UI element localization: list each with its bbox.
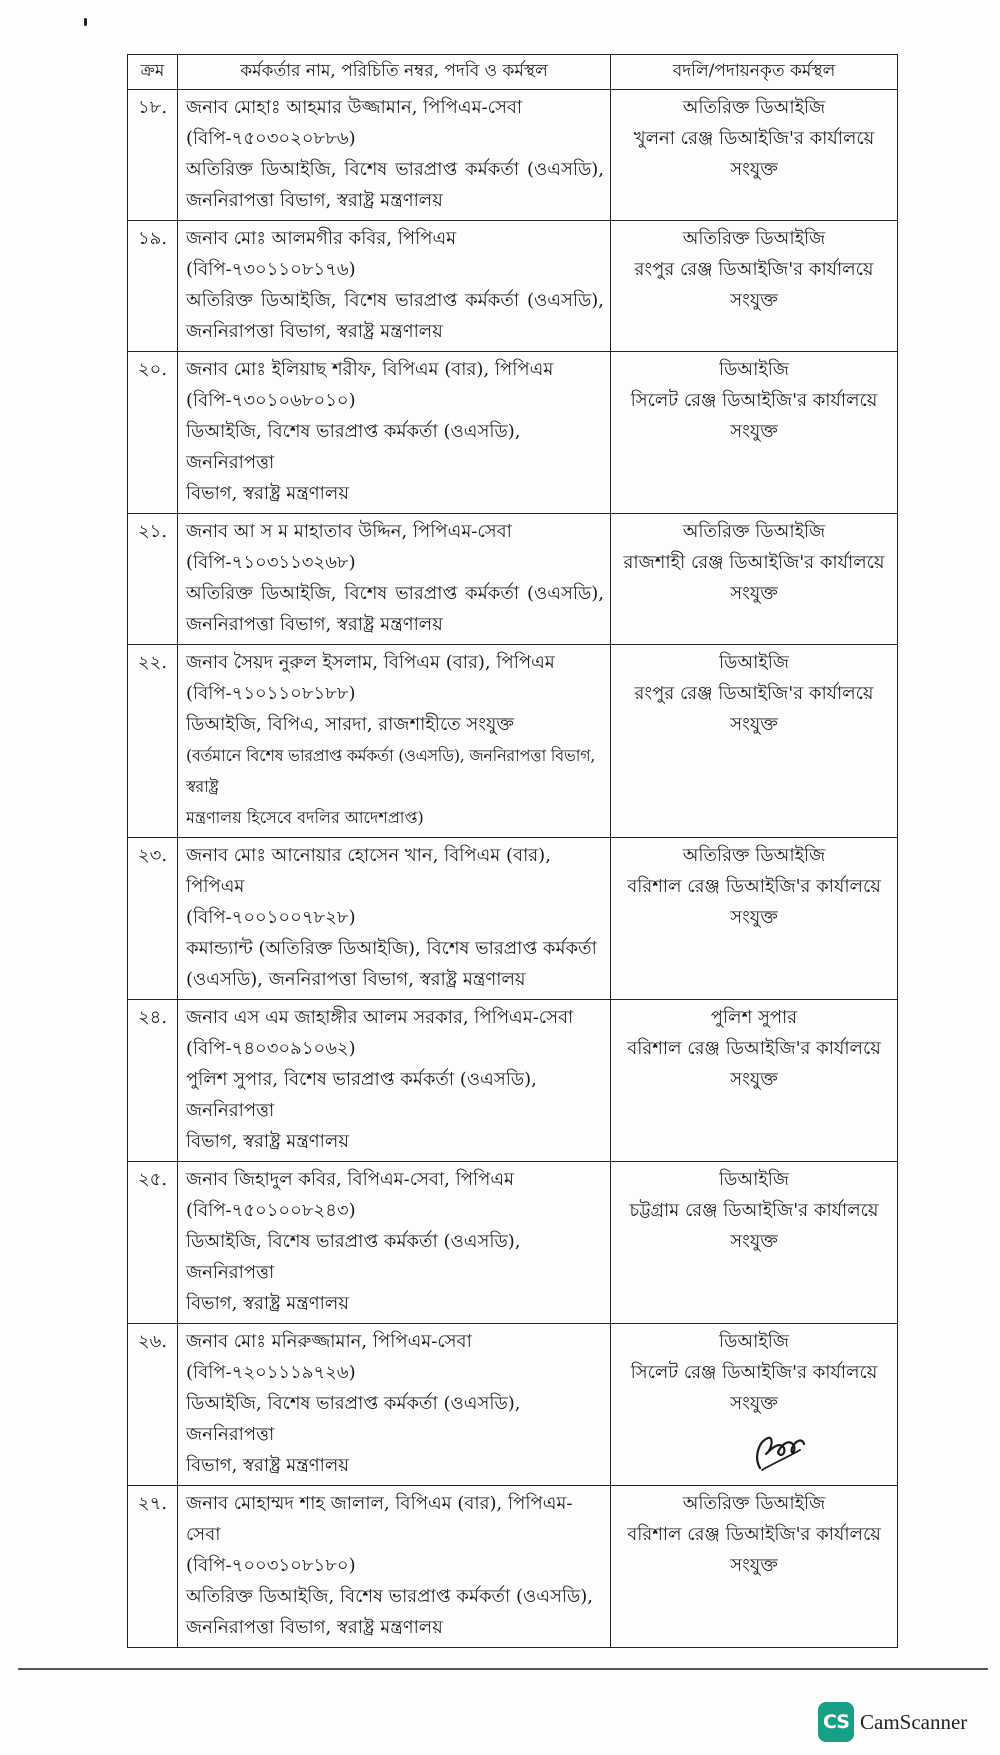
posting-cell: [611, 514, 898, 645]
officer-workplace: জননিরাপত্তা বিভাগ, স্বরাষ্ট্র মন্ত্রণালয়: [186, 614, 443, 635]
officer-id: (বিপি-৭০০১০০৭৮২৮): [186, 907, 356, 928]
officer-name: জনাব আ স ম মাহাতাব উদ্দিন, পিপিএম-সেবা: [186, 521, 512, 542]
posting-rank: ডিআইজি: [718, 1331, 789, 1352]
officer-designation: অতিরিক্ত ডিআইজি, বিশেষ ভারপ্রাপ্ত কর্মকর্তা (ওএসডি),: [186, 290, 604, 311]
officer-name: জনাব মোঃ মনিরুজ্জামান, পিপিএম-সেবা: [186, 1331, 472, 1352]
officer-workplace: (ওএসডি), জননিরাপত্তা বিভাগ, স্বরাষ্ট্র মন্ত্রণালয়: [186, 969, 526, 990]
table-row: [128, 1162, 898, 1324]
officer-id: (বিপি-৭২০১১১৯৭২৬): [186, 1362, 356, 1383]
camscanner-watermark: [818, 1700, 967, 1744]
officer-cell: [178, 1486, 611, 1648]
table-row: [128, 352, 898, 514]
posting-rank: অতিরিক্ত ডিআইজি: [682, 97, 826, 118]
officer-id: (বিপি-৭৫০১০০৮২৪৩): [186, 1200, 356, 1221]
header-posting: বদলি/পদায়নকৃত কর্মস্থল: [611, 55, 898, 90]
posting-office-cont: সংযুক্ত: [730, 583, 778, 604]
posting-rank: অতিরিক্ত ডিআইজি: [682, 521, 826, 542]
officer-workplace: বিভাগ, স্বরাষ্ট্র মন্ত্রণালয়: [186, 1131, 349, 1152]
posting-rank: অতিরিক্ত ডিআইজি: [682, 845, 826, 866]
table-row: [128, 514, 898, 645]
serial-cell: ২৭.: [128, 1486, 178, 1648]
officer-cell: [178, 1324, 611, 1486]
serial-cell: ২৩.: [128, 838, 178, 1000]
posting-cell: [611, 838, 898, 1000]
officer-designation: কমান্ড্যান্ট (অতিরিক্ত ডিআইজি), বিশেষ ভারপ্রাপ্ত কর্মকর্তা: [186, 938, 597, 959]
table-row: [128, 1486, 898, 1648]
officer-designation: অতিরিক্ত ডিআইজি, বিশেষ ভারপ্রাপ্ত কর্মকর্তা (ওএসডি),: [186, 583, 604, 604]
posting-office: চট্টগ্রাম রেঞ্জ ডিআইজি'র কার্যালয়ে সংযুক্ত: [629, 1200, 879, 1252]
posting-rank: অতিরিক্ত ডিআইজি: [682, 1493, 826, 1514]
officer-workplace: জননিরাপত্তা বিভাগ, স্বরাষ্ট্র মন্ত্রণালয়: [186, 1617, 443, 1638]
posting-rank: পুলিশ সুপার: [710, 1007, 798, 1028]
signature-icon: [750, 1428, 810, 1476]
serial-cell: ২০.: [128, 352, 178, 514]
officer-cell: [178, 90, 611, 221]
officer-designation: ডিআইজি, বিশেষ ভারপ্রাপ্ত কর্মকর্তা (ওএসডি), জননিরাপত্তা: [186, 1393, 521, 1445]
posting-rank: ডিআইজি: [718, 359, 789, 380]
serial-cell: ২৫.: [128, 1162, 178, 1324]
officer-cell: [178, 645, 611, 838]
officer-workplace: জননিরাপত্তা বিভাগ, স্বরাষ্ট্র মন্ত্রণালয়: [186, 321, 443, 342]
posting-cell: [611, 90, 898, 221]
transfer-order-table: [127, 54, 898, 1648]
officer-cell: [178, 1000, 611, 1162]
serial-cell: ২২.: [128, 645, 178, 838]
camscanner-logo-icon: CS: [818, 1702, 854, 1742]
table-row: [128, 838, 898, 1000]
officer-cell: [178, 352, 611, 514]
posting-office: বরিশাল রেঞ্জ ডিআইজি'র কার্যালয়ে: [627, 1524, 881, 1545]
table-row: [128, 90, 898, 221]
header-name: কর্মকর্তার নাম, পরিচিতি নম্বর, পদবি ও কর্মস্থল: [178, 55, 611, 90]
posting-cell: [611, 1162, 898, 1324]
posting-cell: [611, 645, 898, 838]
officer-cell: [178, 221, 611, 352]
officer-name: জনাব মোঃ ইলিয়াছ শরীফ, বিপিএম (বার), পিপিএম: [186, 359, 554, 380]
posting-cell: [611, 1000, 898, 1162]
scan-speck: [84, 18, 87, 26]
officer-cell: [178, 838, 611, 1000]
officer-name: জনাব মোহাম্মদ শাহ জালাল, বিপিএম (বার), পিপিএম-সেবা: [186, 1493, 573, 1545]
posting-office-cont: সংযুক্ত: [730, 907, 778, 928]
officer-id: (বিপি-৭৩০১১০৮১৭৬): [186, 259, 356, 280]
posting-office: রংপুর রেঞ্জ ডিআইজি'র কার্যালয়ে সংযুক্ত: [634, 259, 874, 311]
posting-rank: ডিআইজি: [718, 652, 789, 673]
officer-designation: অতিরিক্ত ডিআইজি, বিশেষ ভারপ্রাপ্ত কর্মকর্তা (ওএসডি),: [186, 1586, 593, 1607]
officer-id: (বিপি-৭১০৩১১৩২৬৮): [186, 552, 356, 573]
officer-id: (বিপি-৭০০৩১০৮১৮০): [186, 1555, 356, 1576]
officer-name: জনাব সৈয়দ নুরুল ইসলাম, বিপিএম (বার), পিপিএম: [186, 652, 555, 673]
posting-cell: [611, 221, 898, 352]
officer-workplace: বিভাগ, স্বরাষ্ট্র মন্ত্রণালয়: [186, 1455, 349, 1476]
serial-cell: ১৮.: [128, 90, 178, 221]
officer-workplace: বিভাগ, স্বরাষ্ট্র মন্ত্রণালয়: [186, 483, 349, 504]
posting-office: রাজশাহী রেঞ্জ ডিআইজি'র কার্যালয়ে: [623, 552, 885, 573]
table-row: [128, 221, 898, 352]
serial-cell: ২৪.: [128, 1000, 178, 1162]
officer-name: জনাব মোঃ আলমগীর কবির, পিপিএম: [186, 228, 457, 249]
posting-rank: অতিরিক্ত ডিআইজি: [682, 228, 826, 249]
officer-id: (বিপি-৭৫০৩০২০৮৮৬): [186, 128, 356, 149]
officer-cell: [178, 1162, 611, 1324]
camscanner-brand-text: CamScanner: [860, 1709, 968, 1734]
table-row: [128, 1000, 898, 1162]
posting-office: খুলনা রেঞ্জ ডিআইজি'র কার্যালয়ে সংযুক্ত: [633, 128, 875, 180]
officer-name: জনাব মোঃ আনোয়ার হোসেন খান, বিপিএম (বার), পিপিএম: [186, 845, 551, 897]
page-bottom-rule: [18, 1668, 988, 1670]
header-serial: ক্রম: [128, 55, 178, 90]
officer-id: (বিপি-৭৩০১০৬৮০১০): [186, 390, 356, 411]
table-header-row: [128, 55, 898, 90]
officer-workplace: জননিরাপত্তা বিভাগ, স্বরাষ্ট্র মন্ত্রণালয়: [186, 190, 443, 211]
posting-office: বরিশাল রেঞ্জ ডিআইজি'র কার্যালয়ে: [627, 876, 881, 897]
officer-designation: ডিআইজি, বিপিএ, সারদা, রাজশাহীতে সংযুক্ত: [186, 714, 514, 735]
table-row: [128, 645, 898, 838]
posting-cell: [611, 1486, 898, 1648]
officer-workplace: বিভাগ, স্বরাষ্ট্র মন্ত্রণালয়: [186, 1293, 349, 1314]
posting-cell: [611, 352, 898, 514]
officer-id: (বিপি-৭১০১১০৮১৮৮): [186, 683, 356, 704]
serial-cell: ১৯.: [128, 221, 178, 352]
posting-office: সিলেট রেঞ্জ ডিআইজি'র কার্যালয়ে সংযুক্ত: [630, 1362, 878, 1414]
serial-cell: ২৬.: [128, 1324, 178, 1486]
posting-office: রংপুর রেঞ্জ ডিআইজি'র কার্যালয়ে সংযুক্ত: [634, 683, 874, 735]
officer-note: (বর্তমানে বিশেষ ভারপ্রাপ্ত কর্মকর্তা (ওএসডি), জননিরাপত্তা বিভাগ, স্বরাষ্ট্র: [186, 746, 596, 796]
posting-office-cont: সংযুক্ত: [730, 1555, 778, 1576]
officer-name: জনাব জিহাদুল কবির, বিপিএম-সেবা, পিপিএম: [186, 1169, 515, 1190]
officer-designation: পুলিশ সুপার, বিশেষ ভারপ্রাপ্ত কর্মকর্তা (ওএসডি), জননিরাপত্তা: [186, 1069, 537, 1121]
officer-designation: ডিআইজি, বিশেষ ভারপ্রাপ্ত কর্মকর্তা (ওএসডি), জননিরাপত্তা: [186, 1231, 521, 1283]
officer-cell: [178, 514, 611, 645]
officer-designation: অতিরিক্ত ডিআইজি, বিশেষ ভারপ্রাপ্ত কর্মকর্তা (ওএসডি),: [186, 159, 604, 180]
officer-name: জনাব এস এম জাহাঙ্গীর আলম সরকার, পিপিএম-সেবা: [186, 1007, 574, 1028]
posting-office-cont: সংযুক্ত: [730, 1069, 778, 1090]
officer-designation: ডিআইজি, বিশেষ ভারপ্রাপ্ত কর্মকর্তা (ওএসডি), জননিরাপত্তা: [186, 421, 521, 473]
posting-rank: ডিআইজি: [718, 1169, 789, 1190]
serial-cell: ২১.: [128, 514, 178, 645]
officer-note-cont: মন্ত্রণালয় হিসেবে বদলির আদেশপ্রাপ্ত): [186, 808, 424, 827]
officer-id: (বিপি-৭৪০৩০৯১০৬২): [186, 1038, 356, 1059]
posting-office: বরিশাল রেঞ্জ ডিআইজি'র কার্যালয়ে: [627, 1038, 881, 1059]
officer-name: জনাব মোহাঃ আহমার উজ্জামান, পিপিএম-সেবা: [186, 97, 523, 118]
posting-office: সিলেট রেঞ্জ ডিআইজি'র কার্যালয়ে সংযুক্ত: [630, 390, 878, 442]
